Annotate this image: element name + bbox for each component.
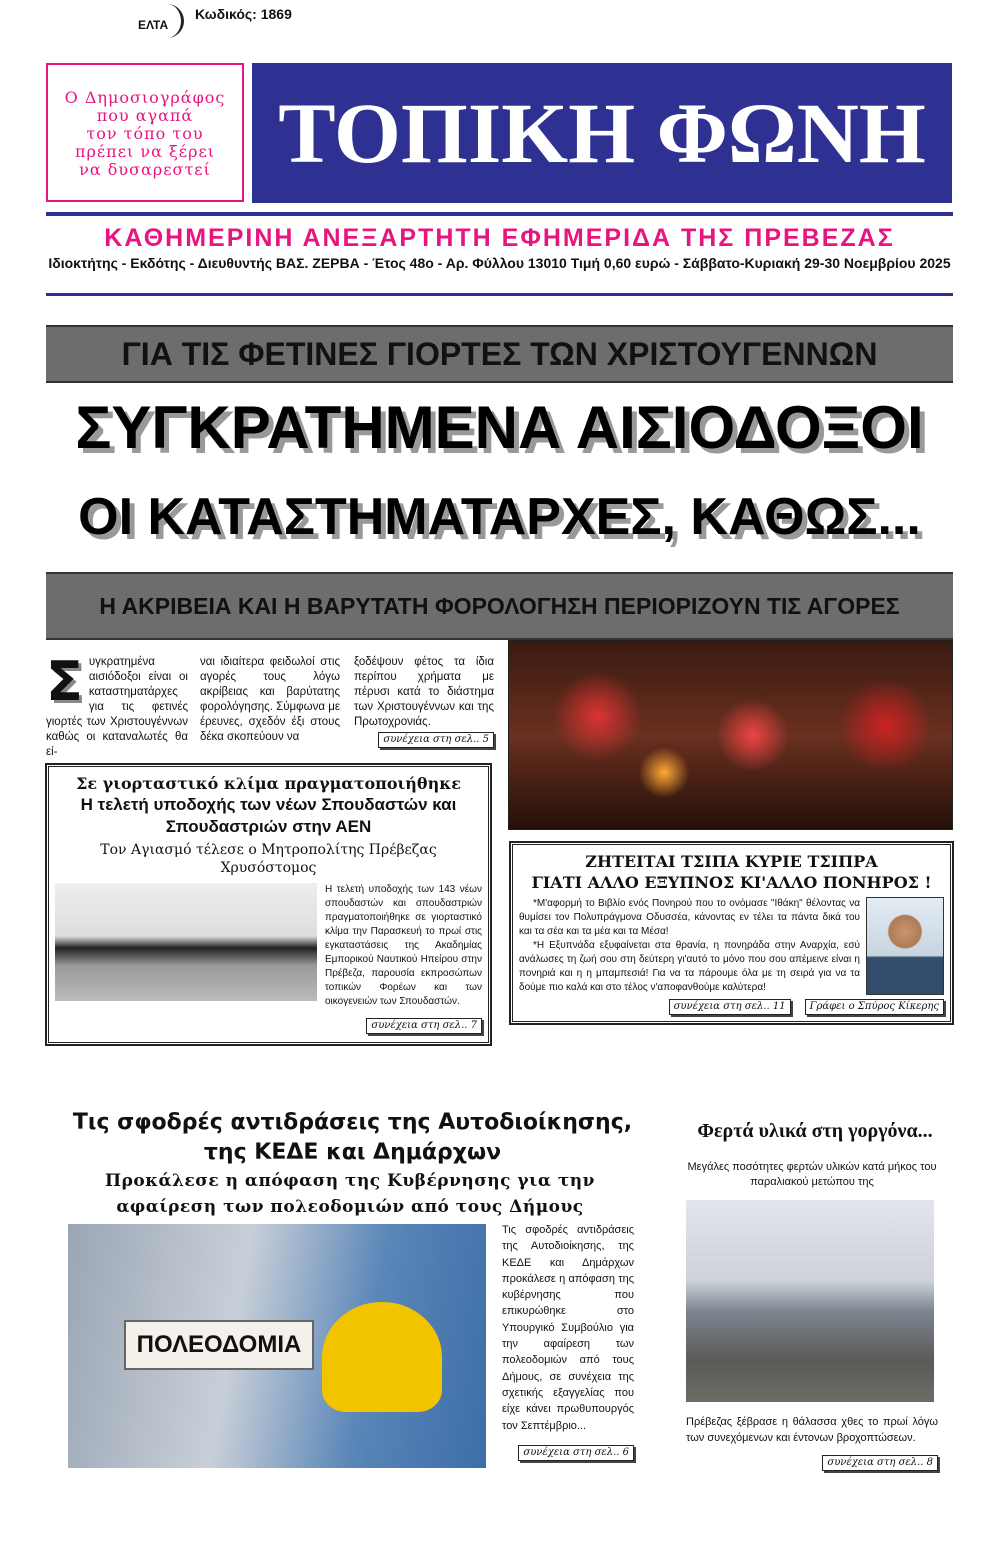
issue-info: Ιδιοκτήτης - Εκδότης - Διευθυντής ΒΑΣ. ΖΕΡΒΑ - Έτος 48ο - Αρ. Φύλλου 13010 Τιμή 0,60 ευρώ - Σάββατο-Κυριακή 29-30 Νοεμβρίου 2025 [48, 255, 951, 271]
debris-column [686, 1414, 938, 1471]
urban-column [502, 1222, 634, 1461]
postal-code: Κωδικός: 1869 [195, 6, 292, 22]
lead-subhead: Η ΑΚΡΙΒΕΙΑ ΚΑΙ Η ΒΑΡΥΤΑΤΗ ΦΟΡΟΛΟΓΗΣΗ ΠΕΡΙΟΡΙΖΟΥΝ ΤΙΣ ΑΓΟΡΕΣ [46, 572, 953, 640]
seafront-photo [686, 1200, 934, 1402]
lead-headline-1: ΣΥΓΚΡΑΤΗΜΕΝΑ ΑΙΣΙΟΔΟΞΟΙ [75, 394, 924, 461]
continued-link[interactable]: συνέχεια στη σελ.. 11 [669, 999, 791, 1015]
debris-body: Πρέβεζας ξέβρασε η θάλασσα χθες το πρωί λόγω των συνεχόμενων και έντονων βροχοπτώσεων. [686, 1416, 938, 1444]
urban-subhead: Προκάλεσε η απόφαση της Κυβέρνησης για την αφαίρεση των πολεοδομιών από τους Δήμους [105, 1171, 595, 1217]
continued-link[interactable]: συνέχεια στη σελ.. 6 [518, 1445, 634, 1461]
divider [46, 212, 953, 216]
opinion-body: *Μ'αφορμή το Βιβλίο ενός Πονηρού που το ονόμασε "Ιθάκη" θέλοντας να θυμίσει τον Πολυπράγμονα Οδυσσέα, κάνοντας εν τέλει τα πάντα δικά του και τα σέα και τα μέα και τα Μέσα! *Η Εξυπνάδα εξυφαίνεται στα θρανία, η πονηράδα στην Αναρχία, εσύ ανάλωσες τη ζωή σου στη δεύτερη γι'αυτό το μόνο που σου απέμεινε είναι η πονηριά και η η μπαμπεσιά! Για να τα πάρουμε όλα με τη σειρά για να τα δούμε πιο καλά και στο τέλος ν'αποφανθούμε καλύτερα! [519, 898, 860, 993]
author-photo [866, 897, 944, 995]
elta-logo: ΕΛΤΑ [136, 4, 186, 40]
tagline: ΚΑΘΗΜΕΡΙΝΗ ΑΝΕΞΑΡΤΗΤΗ ΕΦΗΜΕΡΙΔΑ ΤΗΣ ΠΡΕΒΕΖΑΣ [104, 224, 895, 252]
divider [46, 293, 953, 296]
motto-box: Ο Δημοσιογράφος που αγαπά τον τόπο του πρέπει να ξέρει να δυσαρεστεί [46, 63, 244, 202]
continued-link[interactable]: συνέχεια στη σελ.. 5 [378, 732, 494, 748]
academy-article: Σε γιορταστικό κλίμα πραγματοποιήθηκε Η τελετή υποδοχής των νέων Σπουδαστών και Σπουδαστριών στην ΑΕΝ Τον Αγιασμό τέλεσε ο Μητροπολίτης Πρέβεζας Χρυσόστομος Η τελετή υποδοχής των 143 νέων σπουδαστών και σπουδαστριών πραγματοποιήθηκε σε γιορταστικό κλίμα την Παρασκευή το πρωί στις εγκαταστάσεις της Ακαδημίας Εμπορικού Ναυτικού Ηπείρου στην Πρέβεζα, παρουσία εκπροσώπων τοπικών Φορέων και των οικογενειών των Σπουδαστών. συνέχεια στη σελ.. 7 [46, 764, 491, 1045]
lead-kicker: ΓΙΑ ΤΙΣ ΦΕΤΙΝΕΣ ΓΙΟΡΤΕΣ ΤΩΝ ΧΡΙΣΤΟΥΓΕΝΝΩΝ [46, 325, 953, 383]
christmas-shop-photo [508, 640, 953, 830]
lead-col-1: Συγκρατημένα αισιόδοξοι είναι οι καταστηματάρχες για τις φετινές γιορτές των Χριστουγέννων καθώς οι καταναλωτές θα εί- [46, 650, 188, 758]
ceremony-photo [55, 883, 317, 1001]
lead-headline-2: ΟΙ ΚΑΤΑΣΤΗΜΑΤΑΡΧΕΣ, ΚΑΘΩΣ... [78, 488, 921, 546]
urban-sign: ΠΟΛΕΟΔΟΜΙΑ [124, 1320, 314, 1370]
byline: Γράφει ο Σπύρος Κίκερης [805, 999, 944, 1015]
debris-headline: Φερτά υλικά στη γοργόνα... [697, 1120, 933, 1142]
opinion-article: ΖΗΤΕΙΤΑΙ ΤΣΙΠΑ ΚΥΡΙΕ ΤΣΙΠΡΑ ΓΙΑΤΙ ΑΛΛΟ ΕΞΥΠΝΟΣ ΚΙ'ΑΛΛΟ ΠΟΝΗΡΟΣ ! *Μ'αφορμή το Βιβλίο ενός Πονηρού που το ονόμασε "Ιθάκη" θέλοντας να θυμίσει τον Πολυπράγμονα Οδυσσέα, κάνοντας εν τέλει τα πάντα δικά του και τα σέα και τα μέα και τα Μέσα! *Η Εξυπνάδα εξυφαίνεται στα θρανία, η πονηράδα στην Αναρχία, εσύ ανάλωσες τη ζωή σου στη δεύτερη γι'αυτό το μόνο που σου απέμεινε είναι η πονηριά και η η μπαμπεσιά! Για να τα πάρουμε όλα με τη σειρά για να τα δούμε πιο καλά και στο τέλος ν'αποφανθούμε καλύτερα! συνέχεια στη σελ.. 11 Γράφει ο Σπύρος Κίκερης [510, 842, 953, 1024]
continued-link[interactable]: συνέχεια στη σελ.. 8 [822, 1455, 938, 1471]
urban-headline: Τις σφοδρές αντιδράσεις της Αυτοδιοίκησης, της ΚΕΔΕ και Δημάρχων [72, 1110, 633, 1165]
continued-link[interactable]: συνέχεια στη σελ.. 7 [366, 1018, 482, 1034]
urban-planning-photo [68, 1224, 486, 1468]
masthead-title: ΤΟΠΙΚΗ ΦΩΝΗ [252, 63, 952, 203]
lead-col-2: ναι ιδιαίτερα φειδωλοί στις αγορές τους λόγω ακρίβειας και βαρύτατης φορολόγησης. Σύμφωνα με έρευνες, σχεδόν έξι στους δέκα σκοπεύουν να [200, 656, 340, 743]
academy-body: Η τελετή υποδοχής των 143 νέων σπουδαστών και σπουδαστριών πραγματοποιήθηκε σε γιορταστικό κλίμα την Παρασκευή το πρωί στις εγκαταστάσεις της Ακαδημίας Εμπορικού Ναυτικού Ηπείρου στην Πρέβεζα, παρουσία εκπροσώπων τοπικών Φορέων και των οικογενειών των Σπουδαστών. [325, 884, 482, 1007]
hard-hat [322, 1302, 442, 1412]
debris-intro: Μεγάλες ποσότητες φερτών υλικών κατά μήκος του παραλιακού μετώπου της [687, 1161, 937, 1188]
lead-col-3: ξοδέψουν φέτος τα ίδια περίπου χρήματα με πέρυσι κατά το διάστημα των Χριστουγέννων και της Πρωτοχρονιάς. συνέχεια στη σελ.. 5 [354, 655, 494, 748]
urban-body: Τις σφοδρές αντιδράσεις της Αυτοδιοίκησης, της ΚΕΔΕ και Δημάρχων προκάλεσε η απόφαση της κυβέρνησης που επικυρώθηκε στο Υπουργικό Συμβούλιο για την αφαίρεση των πολεοδομιών από τους Δήμους, σε συνέχεια της σχετικής εξαγγελίας που είχε κάνει πρωθυπουργός τον Σεπτέμβριο... [502, 1224, 634, 1432]
